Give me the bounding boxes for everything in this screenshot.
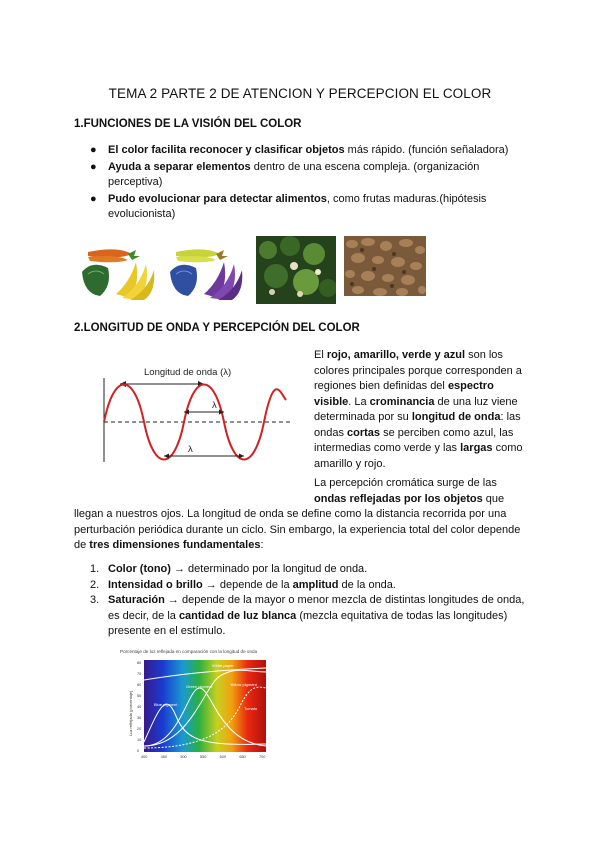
text-run: de la onda. bbox=[338, 578, 396, 591]
pebble-texture-image bbox=[344, 236, 426, 296]
chart-y-tick: 0 bbox=[137, 749, 140, 753]
chart-x-tick: 650 bbox=[239, 755, 246, 759]
chart-x-tick: 500 bbox=[180, 755, 187, 759]
text-run: → depende de la mayor o menor mezcla de distintas longitudes de onda, es decir, de la bbox=[108, 594, 525, 622]
text-run: La percepción cromática surge de las bbox=[314, 477, 497, 489]
bullet-text: dentro de una escena compleja. (organización perceptiva) bbox=[108, 161, 480, 188]
wavelength-label-top: Longitud de onda (λ) bbox=[144, 367, 232, 378]
chart-title: Porcentaje de luz reflejada en comparación con la longitud de onda bbox=[120, 649, 258, 654]
bullet-dot: ● bbox=[90, 144, 97, 156]
curve-label-tomato: Tomato bbox=[244, 706, 258, 711]
chart-y-tick: 10 bbox=[137, 738, 142, 742]
text-run: . La bbox=[348, 395, 370, 408]
bold-run: espectro visible bbox=[314, 380, 494, 408]
bullet-text: , como frutas maduras.(hipótesis evolucionista) bbox=[108, 193, 487, 220]
text-run: perturbación periódica durante un ciclo. Sin embargo, la experiencia total del color depende bbox=[74, 523, 521, 536]
chart-x-tick: 700 bbox=[259, 755, 266, 759]
bullet-bold-text: Pudo evolucionar para detectar alimentos bbox=[108, 193, 327, 205]
chart-y-label: Luz reflejada (porcentaje) bbox=[128, 690, 133, 736]
list-item bbox=[90, 562, 530, 578]
list-item bbox=[90, 143, 530, 158]
curve-label-green: Green pigment bbox=[186, 684, 213, 689]
bold-run: Saturación bbox=[108, 594, 165, 606]
curve-label-blue: Blue pigment bbox=[154, 702, 178, 707]
curve-label-yellow: Yellow pigment bbox=[230, 682, 257, 687]
text-run: que bbox=[482, 492, 505, 505]
text-run: de bbox=[74, 539, 90, 551]
text-run: se perciben como azul, las intermedias como verde y las bbox=[314, 426, 514, 454]
text-run: de una luz viene determinada por su bbox=[314, 395, 518, 423]
list-item bbox=[90, 593, 530, 640]
colored-vegetables-image bbox=[78, 242, 160, 302]
section-heading-2: 2.LONGITUD DE ONDA Y PERCEPCIÓN DEL COLOR bbox=[74, 322, 360, 334]
wavelength-diagram bbox=[96, 362, 296, 466]
bold-run: tres dimensiones fundamentales bbox=[89, 539, 261, 551]
chart-x-tick: 550 bbox=[200, 755, 207, 759]
paragraph-primary-colors bbox=[314, 348, 532, 472]
spectrum-reflectance-chart bbox=[120, 646, 280, 764]
list-item bbox=[90, 578, 530, 594]
text-run: (mezcla equitativa de todas las longitudes) presente en el estímulo. bbox=[108, 609, 508, 637]
list-item bbox=[90, 192, 530, 222]
paragraph-chromatic-perception-rest bbox=[74, 507, 544, 554]
text-run: → determinado por la longitud de onda. bbox=[170, 563, 368, 575]
bold-run: crominancia bbox=[369, 395, 435, 408]
bold-run: longitud de onda bbox=[411, 411, 501, 423]
text-run: : bbox=[260, 539, 264, 551]
color-dimensions-list bbox=[90, 562, 530, 640]
bold-run: cortas bbox=[347, 426, 381, 439]
recolored-vegetables-image bbox=[166, 242, 248, 302]
chart-y-tick: 40 bbox=[137, 705, 142, 709]
bold-run: rojo, amarillo, verde y azul bbox=[326, 349, 466, 361]
text-run: como amarillo y rojo. bbox=[314, 442, 523, 470]
bold-run: amplitud bbox=[292, 578, 339, 591]
text-run: llegan a nuestros ojos. La longitud de onda se define como la distancia recorrida por una bbox=[74, 508, 507, 520]
foliage-scene-image bbox=[256, 236, 336, 304]
functions-list bbox=[90, 143, 530, 224]
text-run: : las ondas bbox=[314, 411, 521, 439]
list-number: 1. bbox=[90, 563, 100, 575]
chart-y-tick: 30 bbox=[137, 716, 142, 720]
chart-y-tick: 50 bbox=[137, 694, 142, 698]
page-title: TEMA 2 PARTE 2 DE ATENCION Y PERCEPCION EL COLOR bbox=[108, 86, 492, 101]
wavelength-label-bottom: λ bbox=[188, 444, 193, 455]
bold-run: ondas reflejadas por los objetos bbox=[314, 492, 483, 505]
text-run: El bbox=[314, 349, 327, 361]
text-run: → depende de la bbox=[202, 578, 293, 591]
bold-run: largas bbox=[460, 442, 493, 454]
chart-y-tick: 80 bbox=[137, 661, 142, 665]
section-heading-1: 1.FUNCIONES DE LA VISIÓN DEL COLOR bbox=[74, 118, 302, 130]
chart-x-tick: 400 bbox=[141, 755, 148, 759]
chart-y-tick: 70 bbox=[137, 672, 142, 676]
list-number: 3. bbox=[90, 594, 100, 606]
chart-y-tick: 20 bbox=[137, 727, 142, 731]
bullet-dot: ● bbox=[90, 193, 97, 205]
bullet-dot: ● bbox=[90, 161, 97, 173]
bold-run: cantidad de luz blanca bbox=[178, 609, 297, 622]
chart-x-tick: 450 bbox=[160, 755, 168, 759]
text-run: son los colores principales porque corresponden a regiones bien definidas del bbox=[314, 349, 522, 392]
bold-run: Color (tono) bbox=[108, 563, 171, 575]
bold-run: Intensidad o brillo bbox=[108, 578, 203, 591]
chart-y-tick: 60 bbox=[137, 683, 142, 687]
paragraph-chromatic-perception-start bbox=[314, 476, 534, 507]
list-item bbox=[90, 160, 530, 190]
chart-x-tick: 600 bbox=[219, 755, 227, 759]
bullet-bold-text: El color facilita reconocer y clasificar objetos bbox=[108, 144, 345, 156]
bullet-bold-text: Ayuda a separar elementos bbox=[108, 161, 251, 173]
list-number: 2. bbox=[90, 578, 100, 591]
bullet-text: más rápido. (función señaladora) bbox=[344, 144, 509, 156]
wavelength-label-mid: λ bbox=[212, 400, 217, 411]
curve-label-white: White paper bbox=[212, 663, 234, 668]
